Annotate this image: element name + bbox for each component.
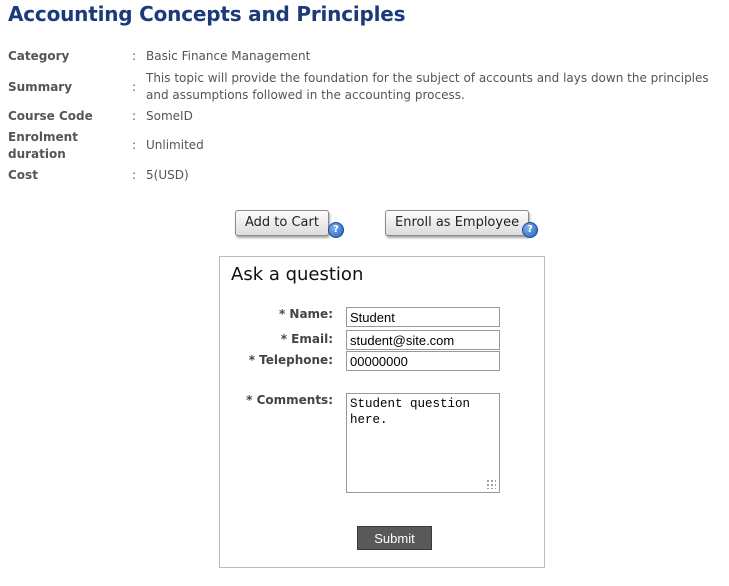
detail-value: SomeID bbox=[146, 109, 193, 123]
name-field[interactable] bbox=[346, 307, 500, 327]
detail-label: Course Code bbox=[8, 109, 93, 123]
detail-label: Cost bbox=[8, 168, 38, 182]
resize-grip-icon[interactable] bbox=[486, 479, 496, 489]
detail-value: 5(USD) bbox=[146, 168, 189, 182]
email-field[interactable] bbox=[346, 330, 500, 350]
name-label: * Name: bbox=[278, 307, 333, 321]
ask-question-panel bbox=[219, 256, 545, 568]
detail-label: Enrolment duration bbox=[8, 130, 78, 161]
detail-colon: : bbox=[132, 138, 137, 152]
detail-colon: : bbox=[132, 80, 137, 94]
telephone-field[interactable] bbox=[346, 351, 500, 371]
detail-value: Basic Finance Management bbox=[146, 49, 311, 63]
detail-value: Unlimited bbox=[146, 138, 204, 152]
add-to-cart-button[interactable]: Add to Cart bbox=[235, 210, 329, 236]
help-circle-icon[interactable]: ? bbox=[522, 222, 538, 238]
email-label: * Email: bbox=[280, 332, 333, 346]
detail-colon: : bbox=[132, 168, 137, 182]
page-title: Accounting Concepts and Principles bbox=[8, 2, 406, 26]
detail-value: This topic will provide the foundation for the subject of accounts and lays down the principles and assumptions followed in the accounting process. bbox=[146, 71, 709, 102]
submit-button[interactable]: Submit bbox=[357, 526, 432, 550]
detail-label: Category bbox=[8, 49, 70, 63]
detail-colon: : bbox=[132, 49, 137, 63]
comments-label: * Comments: bbox=[246, 393, 333, 407]
detail-label: Summary bbox=[8, 80, 73, 94]
enroll-as-employee-button[interactable]: Enroll as Employee bbox=[385, 210, 529, 236]
detail-colon: : bbox=[132, 109, 137, 123]
comments-field[interactable] bbox=[346, 393, 500, 493]
help-circle-icon[interactable]: ? bbox=[328, 222, 344, 238]
panel-title: Ask a question bbox=[231, 264, 364, 285]
telephone-label: * Telephone: bbox=[248, 353, 333, 367]
